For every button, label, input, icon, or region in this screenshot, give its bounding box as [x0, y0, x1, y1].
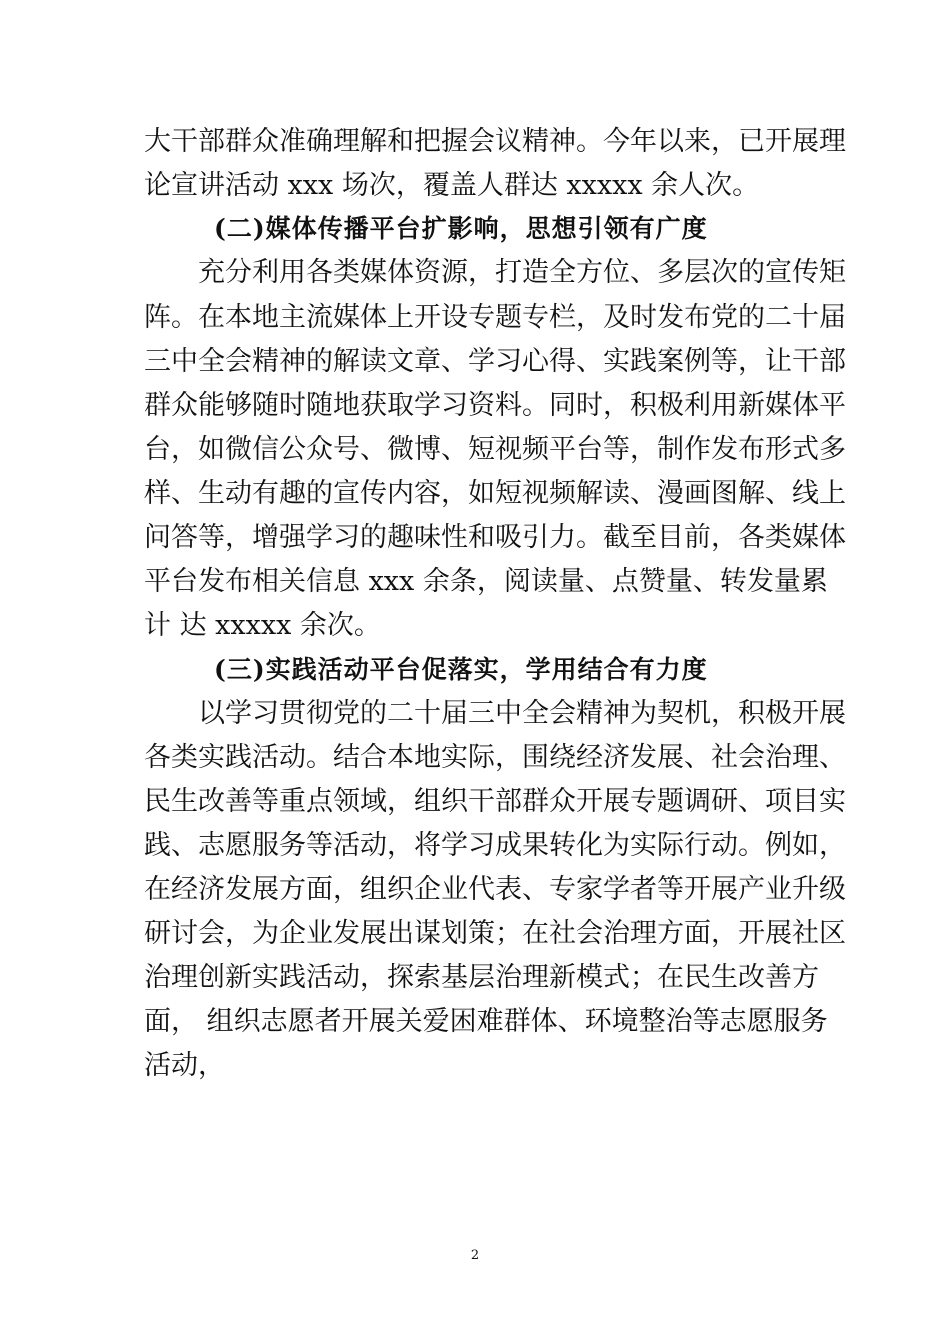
section-heading-two: (二)媒体传播平台扩影响，思想引领有广度: [214, 214, 708, 243]
paragraph-line: 面， 组织志愿者开展关爱困难群体、环境整治等志愿服务: [144, 1006, 828, 1037]
paragraph-line: 治理创新实践活动，探索基层治理新模式；在民生改善方: [144, 962, 819, 993]
paragraph-line: 样、生动有趣的宣传内容，如短视频解读、漫画图解、线上: [144, 478, 846, 509]
paragraph-line: 台，如微信公众号、微博、短视频平台等，制作发布形式多: [144, 434, 846, 465]
section-heading-three: (三)实践活动平台促落实，学用结合有力度: [214, 655, 708, 684]
paragraph-line: 群众能够随时随地获取学习资料。同时，积极利用新媒体平: [144, 390, 846, 421]
paragraph-line: 活动，: [144, 1050, 225, 1081]
paragraph-line: 充分利用各类媒体资源，打造全方位、多层次的宣传矩: [198, 257, 846, 288]
paragraph-line: 在经济发展方面，组织企业代表、专家学者等开展产业升级: [144, 874, 846, 905]
paragraph-line: 民生改善等重点领域，组织干部群众开展专题调研、项目实: [144, 786, 846, 817]
paragraph-line: 论宣讲活动 xxx 场次，覆盖人群达 xxxxx 余人次。: [144, 170, 760, 201]
paragraph-line: 阵。在本地主流媒体上开设专题专栏，及时发布党的二十届: [144, 302, 846, 333]
paragraph-line: 研讨会，为企业发展出谋划策；在社会治理方面，开展社区: [144, 918, 846, 949]
paragraph-line: 践、志愿服务等活动，将学习成果转化为实际行动。例如，: [144, 830, 846, 861]
paragraph-line: 平台发布相关信息 xxx 余条，阅读量、点赞量、转发量累: [144, 566, 828, 597]
paragraph-line: 三中全会精神的解读文章、学习心得、实践案例等，让干部: [144, 346, 846, 377]
paragraph-line: 以学习贯彻党的二十届三中全会精神为契机，积极开展: [198, 698, 846, 729]
paragraph-line: 计 达 xxxxx 余次。: [144, 610, 381, 641]
paragraph-line: 大干部群众准确理解和把握会议精神。今年以来，已开展理: [144, 126, 846, 157]
paragraph-line: 问答等，增强学习的趣味性和吸引力。截至目前，各类媒体: [144, 522, 846, 553]
paragraph-line: 各类实践活动。结合本地实际，围绕经济发展、社会治理、: [144, 742, 846, 773]
page-number: 2: [470, 1248, 480, 1263]
